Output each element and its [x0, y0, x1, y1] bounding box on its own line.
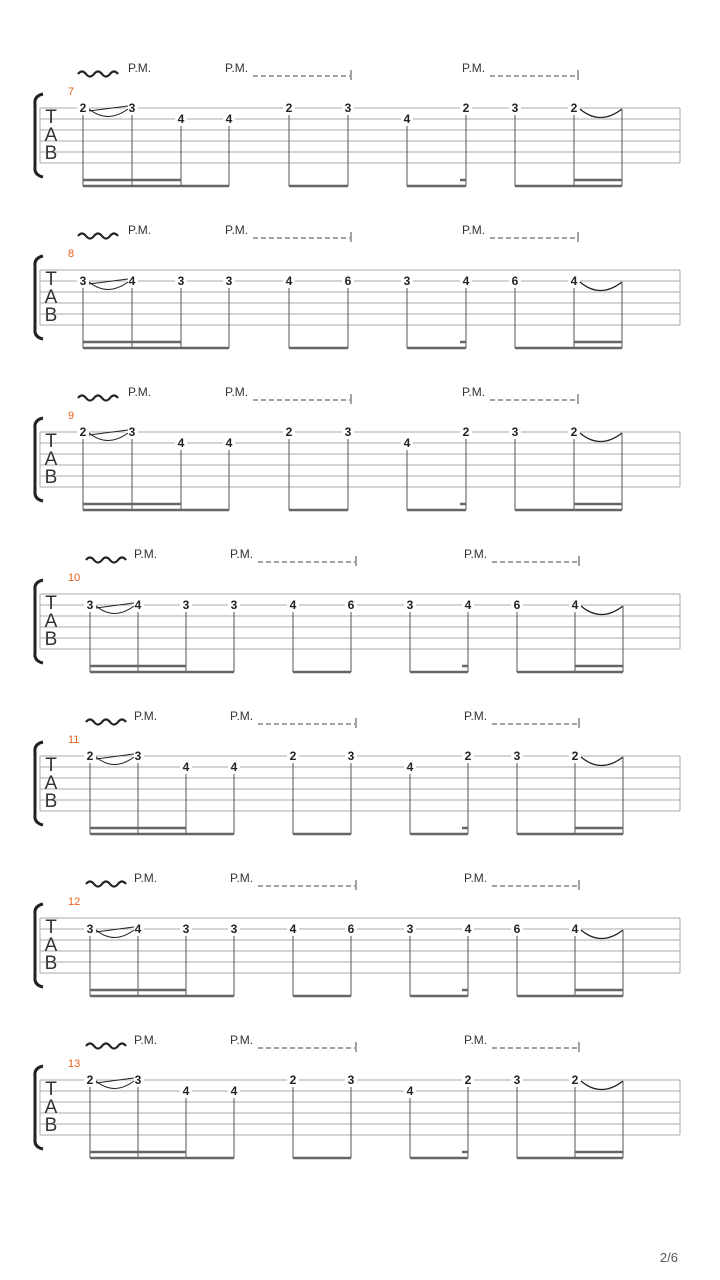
fret-number: 2	[79, 425, 87, 439]
tab-system	[35, 547, 680, 672]
measure-number: 11	[68, 734, 80, 746]
palm-mute-label: P.M.	[128, 385, 152, 399]
fret-number: 4	[570, 274, 578, 288]
tab-clef-letter: A	[44, 125, 58, 146]
palm-mute-label: P.M.	[464, 871, 488, 885]
fret-number: 4	[403, 436, 411, 450]
fret-number: 3	[511, 101, 519, 115]
fret-number: 6	[344, 274, 352, 288]
fret-number: 4	[289, 598, 297, 612]
palm-mute-label: P.M.	[464, 709, 488, 723]
tremolo-wave-icon	[86, 558, 126, 563]
fret-number: 3	[128, 101, 136, 115]
fret-number: 3	[182, 598, 190, 612]
fret-number: 4	[406, 1084, 414, 1098]
fret-number: 4	[464, 922, 472, 936]
palm-mute-label: P.M.	[134, 547, 158, 561]
tremolo-wave-icon	[86, 882, 126, 887]
fret-number: 3	[177, 274, 185, 288]
palm-mute-label: P.M.	[230, 709, 254, 723]
fret-number: 3	[344, 101, 352, 115]
fret-number: 3	[406, 598, 414, 612]
system-bracket-icon	[35, 418, 43, 501]
fret-number: 4	[230, 1084, 238, 1098]
tremolo-wave-icon	[78, 234, 118, 239]
fret-number: 4	[462, 274, 470, 288]
measure-number: 10	[68, 572, 81, 584]
fret-number: 4	[406, 760, 414, 774]
system-bracket-icon	[35, 580, 43, 663]
tab-system	[35, 385, 680, 510]
fret-number: 6	[347, 598, 355, 612]
palm-mute-label: P.M.	[230, 547, 254, 561]
fret-number: 4	[177, 112, 185, 126]
fret-number: 2	[571, 1073, 579, 1087]
fret-number: 3	[86, 598, 94, 612]
system-bracket-icon	[35, 742, 43, 825]
palm-mute-label: P.M.	[462, 61, 486, 75]
measure-number: 13	[68, 1058, 81, 1070]
fret-number: 2	[285, 101, 293, 115]
fret-number: 4	[182, 760, 190, 774]
tab-clef-letter: T	[45, 593, 57, 614]
system-bracket-icon	[35, 256, 43, 339]
fret-number: 3	[406, 922, 414, 936]
tab-clef-letter: B	[44, 629, 58, 650]
fret-number: 3	[134, 1073, 142, 1087]
tab-clef-letter: A	[44, 287, 58, 308]
fret-number: 6	[511, 274, 519, 288]
tab-clef-letter: B	[44, 1115, 58, 1136]
tie-curve	[580, 109, 622, 118]
fret-number: 3	[79, 274, 87, 288]
fret-number: 4	[134, 598, 142, 612]
fret-number: 4	[571, 922, 579, 936]
tremolo-wave-icon	[78, 396, 118, 401]
tab-clef-letter: B	[44, 467, 58, 488]
tie-curve	[581, 1081, 623, 1090]
system-bracket-icon	[35, 1066, 43, 1149]
system-bracket-icon	[35, 904, 43, 987]
tie-curve	[581, 606, 623, 615]
tab-clef-letter: A	[44, 611, 58, 632]
palm-mute-label: P.M.	[230, 871, 254, 885]
fret-number: 3	[344, 425, 352, 439]
fret-number: 4	[285, 274, 293, 288]
measure-number: 12	[68, 896, 81, 908]
palm-mute-label: P.M.	[464, 1033, 488, 1047]
fret-number: 3	[511, 425, 519, 439]
palm-mute-label: P.M.	[462, 223, 486, 237]
tie-curve	[580, 433, 622, 442]
measure-number: 9	[68, 410, 75, 422]
tab-clef-letter: T	[45, 1079, 57, 1100]
fret-number: 3	[513, 1073, 521, 1087]
fret-number: 2	[86, 1073, 94, 1087]
tab-clef-letter: T	[45, 431, 57, 452]
tab-clef-letter: A	[44, 935, 58, 956]
fret-number: 4	[403, 112, 411, 126]
tremolo-wave-icon	[86, 1044, 126, 1049]
fret-number: 3	[403, 274, 411, 288]
tab-clef-letter: B	[44, 953, 58, 974]
tab-clef-letter: T	[45, 755, 57, 776]
fret-number: 4	[230, 760, 238, 774]
tremolo-wave-icon	[78, 72, 118, 77]
fret-number: 3	[128, 425, 136, 439]
fret-number: 3	[230, 598, 238, 612]
fret-number: 6	[513, 922, 521, 936]
palm-mute-label: P.M.	[464, 547, 488, 561]
fret-number: 2	[464, 1073, 472, 1087]
palm-mute-label: P.M.	[128, 61, 152, 75]
fret-number: 4	[225, 436, 233, 450]
fret-number: 2	[289, 1073, 297, 1087]
fret-number: 2	[285, 425, 293, 439]
palm-mute-label: P.M.	[230, 1033, 254, 1047]
fret-number: 2	[86, 749, 94, 763]
page-number: 2/6	[659, 1250, 678, 1265]
fret-number: 4	[225, 112, 233, 126]
fret-number: 6	[347, 922, 355, 936]
tab-clef-letter: T	[45, 917, 57, 938]
tab-clef-letter: T	[45, 107, 57, 128]
tab-system	[35, 871, 680, 996]
tie-curve	[581, 930, 623, 939]
fret-number: 6	[513, 598, 521, 612]
fret-number: 2	[570, 101, 578, 115]
fret-number: 3	[347, 1073, 355, 1087]
measure-number: 8	[68, 248, 75, 260]
fret-number: 4	[182, 1084, 190, 1098]
tie-curve	[581, 757, 623, 766]
fret-number: 4	[128, 274, 136, 288]
tab-clef-letter: T	[45, 269, 57, 290]
fret-number: 2	[464, 749, 472, 763]
tab-system	[35, 709, 680, 834]
tab-system	[35, 223, 680, 348]
tab-clef-letter: B	[44, 305, 58, 326]
fret-number: 4	[571, 598, 579, 612]
tab-clef-letter: A	[44, 1097, 58, 1118]
tab-clef-letter: B	[44, 143, 58, 164]
fret-number: 3	[225, 274, 233, 288]
fret-number: 4	[134, 922, 142, 936]
fret-number: 2	[79, 101, 87, 115]
fret-number: 4	[177, 436, 185, 450]
fret-number: 2	[462, 101, 470, 115]
fret-number: 3	[230, 922, 238, 936]
palm-mute-label: P.M.	[134, 709, 158, 723]
palm-mute-label: P.M.	[462, 385, 486, 399]
tremolo-wave-icon	[86, 720, 126, 725]
fret-number: 3	[182, 922, 190, 936]
fret-number: 4	[289, 922, 297, 936]
fret-number: 2	[570, 425, 578, 439]
palm-mute-label: P.M.	[128, 223, 152, 237]
palm-mute-label: P.M.	[225, 385, 249, 399]
fret-number: 2	[462, 425, 470, 439]
system-bracket-icon	[35, 94, 43, 177]
tab-clef-letter: A	[44, 773, 58, 794]
fret-number: 2	[289, 749, 297, 763]
fret-number: 3	[513, 749, 521, 763]
palm-mute-label: P.M.	[134, 871, 158, 885]
tab-system	[35, 61, 680, 186]
fret-number: 3	[134, 749, 142, 763]
measure-number: 7	[68, 86, 75, 98]
fret-number: 2	[571, 749, 579, 763]
fret-number: 3	[86, 922, 94, 936]
palm-mute-label: P.M.	[225, 223, 249, 237]
palm-mute-label: P.M.	[225, 61, 249, 75]
tab-clef-letter: B	[44, 791, 58, 812]
fret-number: 3	[347, 749, 355, 763]
tab-clef-letter: A	[44, 449, 58, 470]
fret-number: 4	[464, 598, 472, 612]
tie-curve	[580, 282, 622, 291]
palm-mute-label: P.M.	[134, 1033, 158, 1047]
tab-system	[35, 1033, 680, 1158]
